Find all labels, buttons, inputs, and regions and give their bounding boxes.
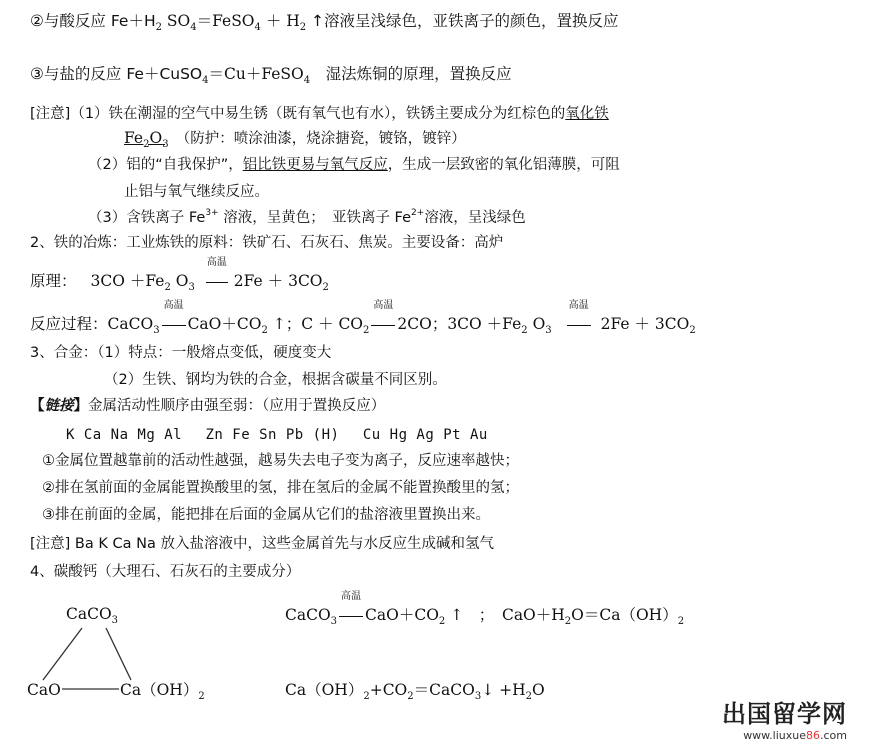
text: Ca（OH） (285, 681, 364, 699)
text: O (170, 272, 189, 290)
subscript: 3 (474, 691, 482, 702)
text: （防护：喷涂油漆，烧涂搪瓷，镀铬，镀锌） (168, 131, 466, 147)
text: ＋ H (260, 12, 300, 30)
subscript: 2 (689, 325, 696, 336)
link-word: 链接 (44, 398, 74, 414)
text: 2Fe ＋ 3CO (600, 315, 690, 333)
text: +CO (369, 681, 408, 699)
text: ＝FeSO (196, 12, 255, 30)
superscript: 2+ (411, 208, 425, 218)
text: CaO＋CO (365, 606, 439, 624)
text: 86 (806, 729, 820, 742)
text: O (149, 129, 163, 147)
text: CaO＋CO (187, 315, 262, 333)
condition-label: 高温 (568, 300, 589, 311)
watermark-title: 出国留学网 (722, 700, 847, 728)
text: [注意]（1）铁在潮湿的空气中易生锈（既有氧气也有水），铁锈主要成分为红棕色的 (30, 106, 566, 122)
text: CaCO (285, 606, 331, 624)
subscript: 2 (143, 139, 150, 150)
condition-label: 高温 (163, 300, 184, 311)
subscript: 2 (438, 616, 446, 627)
text: （2）铝的“自我保护”， (88, 157, 243, 173)
subscript: 3 (188, 282, 195, 293)
text: O＝Ca（OH） (571, 606, 678, 624)
condition-label: 高温 (373, 300, 394, 311)
subscript: 2 (564, 616, 572, 627)
subscript: 4 (254, 22, 261, 33)
text: ↑溶液呈浅绿色，亚铁离子的颜色，置换反应 (306, 12, 619, 30)
text: ↓ +H (481, 681, 526, 699)
triangle-right-node (120, 680, 205, 700)
subscript: 4 (303, 75, 311, 86)
superscript: 3+ (205, 208, 219, 218)
subscript: 2 (322, 282, 329, 293)
subscript: 2 (261, 325, 268, 336)
bracket: 【 (30, 398, 45, 414)
text: 金属活动性顺序由强至弱：（应用于置换反应） (88, 398, 386, 414)
text: 湿法炼铜的原理，置换反应 (310, 65, 512, 83)
alloy-title: 3、合金：（1）特点：一般熔点变低，硬度变大 (30, 345, 332, 361)
triangle-edge-right (106, 628, 131, 680)
text: 2Fe ＋ 3CO (233, 272, 323, 290)
watermark-url (722, 729, 847, 742)
text: 与酸反应 Fe＋H (43, 12, 156, 30)
text: 溶液，呈黄色； 亚铁离子 Fe (218, 210, 412, 226)
subscript: 3 (330, 616, 338, 627)
subscript: 4 (190, 22, 197, 33)
text: 3CO ＋Fe (90, 272, 165, 290)
subscript: 2 (363, 691, 370, 702)
text: 2CO；3CO ＋Fe (397, 315, 522, 333)
subscript: 2 (525, 691, 532, 702)
text: SO (161, 12, 191, 30)
caco3-equation-2 (285, 680, 545, 700)
text: CaCO (66, 605, 112, 623)
text: 与盐的反应 Fe＋CuSO (43, 65, 203, 83)
note-active-metals: [注意] Ba K Ca Na 放入盐溶液中，这些金属首先与水反应生成碱和氢气 (30, 536, 494, 552)
condition-arrow (337, 591, 365, 625)
alloy-line2: （2）生铁、钢均为铁的合金，根据含碳量不同区别。 (104, 372, 447, 388)
rule-2: ②排在氢前面的金属能置换酸里的氢，排在氢后的金属不能置换酸里的氢； (42, 480, 519, 496)
text: ，生成一层致密的氧化铝薄膜，可阻 (387, 157, 620, 173)
underlined-term: 氧化铁 (565, 106, 609, 122)
rule-1: ①金属位置越靠前的活动性越强，越易失去电子变为离子，反应速率越快； (42, 453, 519, 469)
triangle-left-node: CaO (27, 681, 61, 699)
text: ＝CaCO (413, 681, 475, 699)
subscript: 2 (677, 616, 685, 627)
caco3-title: 4、碳酸钙（大理石、石灰石的主要成分） (30, 564, 301, 580)
condition-label: 高温 (206, 257, 227, 268)
subscript: 2 (155, 22, 162, 33)
triangle-edge-left (43, 628, 82, 680)
text: O (531, 681, 545, 699)
subscript: 2 (164, 282, 171, 293)
text: ↑ ； CaO＋H (445, 606, 565, 624)
label: 原理： (30, 272, 77, 290)
text: 溶液，呈浅绿色 (424, 210, 526, 226)
subscript: 3 (162, 139, 169, 150)
text: Fe (124, 129, 144, 147)
rule-3: ③排在前面的金属，能把排在后面的金属从它们的盐溶液里置换出来。 (42, 507, 490, 523)
text: CaCO (107, 315, 154, 333)
text: www.liuxue (743, 729, 806, 742)
subscript: 2 (407, 691, 414, 702)
subscript: 2 (299, 22, 307, 33)
text: O (527, 315, 546, 333)
text: ＝Cu＋FeSO (208, 65, 304, 83)
label: 反应过程： (30, 315, 108, 333)
subscript: 2 (363, 325, 370, 336)
caco3-equation-1 (285, 591, 685, 627)
smelting-title: 2、铁的冶炼：工业炼铁的原料：铁矿石、石灰石、焦炭。主要设备：高炉 (30, 235, 504, 251)
subscript: 3 (153, 325, 160, 336)
subscript: 4 (202, 75, 209, 86)
text: （3）含铁离子 Fe (88, 210, 206, 226)
activity-series: K Ca Na Mg Al Zn Fe Sn Pb (H) Cu Hg Ag Pt Au (66, 427, 488, 443)
subscript: 3 (545, 325, 552, 336)
condition-label: 高温 (341, 591, 362, 602)
equals-bar (339, 616, 363, 617)
site-watermark (722, 694, 847, 742)
item-number: ② (30, 12, 44, 30)
text: Ca（OH） (120, 681, 199, 699)
note-aluminum-line2: 止铝与氧气继续反应。 (124, 184, 269, 200)
text: .com (820, 729, 847, 742)
item-number: ③ (30, 65, 44, 83)
underlined-term: 铝比铁更易与氧气反应 (242, 157, 388, 173)
bracket: 】 (73, 398, 88, 414)
subscript: 3 (111, 615, 119, 626)
subscript: 2 (521, 325, 528, 336)
text: ↑；C ＋ CO (267, 315, 364, 333)
subscript: 2 (198, 691, 205, 702)
